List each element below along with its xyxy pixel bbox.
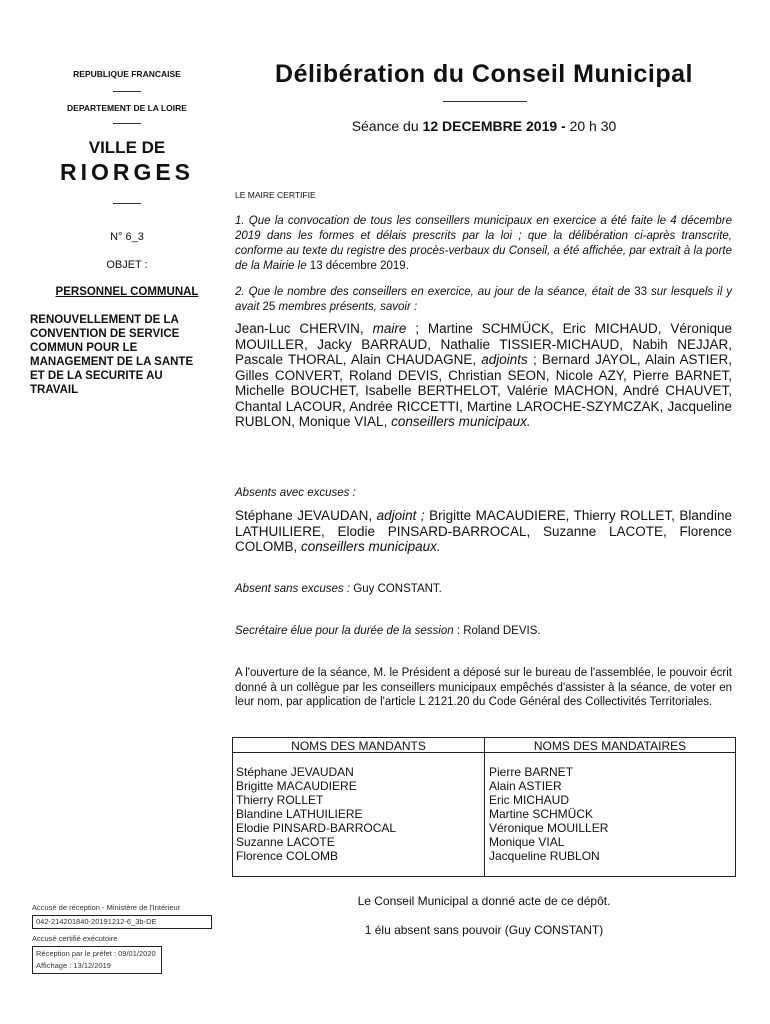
mandataire-name: Monique VIAL — [489, 835, 565, 849]
divider — [113, 203, 141, 204]
subject-line: MANAGEMENT DE LA SANTE — [30, 356, 194, 368]
page-title: Délibération du Conseil Municipal — [275, 60, 693, 88]
absent-role: conseillers municipaux. — [301, 539, 441, 554]
absent-names: Stéphane JEVAUDAN, — [235, 508, 373, 523]
maire-certifie: LE MAIRE CERTIFIE — [235, 190, 316, 200]
title-rule — [443, 101, 527, 102]
mandataire-name: Pierre BARNET — [489, 765, 574, 779]
objet-label: OBJET : — [106, 259, 148, 271]
subject-line: TRAVAIL — [30, 384, 79, 396]
divider — [113, 91, 141, 92]
presents-count: 25 — [262, 301, 276, 313]
conseillers-count: 33 — [634, 286, 648, 298]
absent-role: adjoint ; — [376, 508, 425, 523]
absent-sans-name: Guy CONSTANT. — [353, 583, 442, 595]
seance-date: 12 DECEMBRE 2019 - — [422, 118, 566, 134]
mandant-name: Brigitte MACAUDIERE — [236, 779, 357, 793]
department-label: DEPARTEMENT DE LA LOIRE — [67, 103, 187, 113]
mandats-table — [232, 737, 736, 877]
deliberation-number: N° 6_3 — [110, 231, 144, 243]
commune-name: RIORGES — [59, 159, 195, 185]
stamp-affichage: Affichage : 13/12/2019 — [36, 961, 111, 970]
seance-line — [234, 118, 734, 134]
republic-label: REPUBLIQUE FRANCAISE — [73, 69, 181, 79]
quorum-text: membres présents, savoir : — [278, 301, 418, 313]
mandataire-name: Martine SCHMÜCK — [489, 807, 594, 821]
convocation-text: 1. Que la convocation de tous les conseillers municipaux en exercice a été faite le 4 décembre 2019 dans les formes et délais prescrits par la loi ; que la délibération ci-après transcrite, conforme au texte du registre des procès-verbaux du Conseil, a été affichée, par extrait à la porte de la Mairie le — [235, 215, 732, 272]
mandant-name: Elodie PINSARD-BARROCAL — [236, 821, 397, 835]
seance-prefix: Séance du — [351, 118, 419, 134]
subject-line: CONVENTION DE SERVICE — [30, 328, 180, 340]
stamp-title: Accusé de réception - Ministère de l'Intérieur — [32, 903, 181, 912]
category-label: PERSONNEL COMMUNAL — [55, 286, 199, 298]
subject-line: RENOUVELLEMENT DE LA — [30, 314, 179, 326]
affichage-date: 13 décembre 2019. — [309, 260, 409, 272]
presents-names: ; Bernard JAYOL, Alain ASTIER, Gilles CONVERT, Roland DEVIS, Christian SEON, Nicole AZY, Pierre BARNET, Michelle BOUCHET, Isabelle BERTHELOT, Valérie MACHON, André CHAUVET, Chantal LACOUR, Andrée RICCETTI, Martine LAROCHE-SZYMCZAK, Jacqueline RUBLON, Monique VIAL, — [235, 352, 732, 429]
stamp-dates — [32, 946, 162, 974]
mandataire-name: Jacqueline RUBLON — [489, 849, 600, 863]
ouverture-paragraph: A l'ouverture de la séance, M. le Président a déposé sur le bureau de l'assemblée, le pouvoir écrit donné à un collègue par les conseillers municipaux empêchés d'assister à la séance, de voter en leur nom, par application de l'article L 2121.20 du Code Général des Collectivités Territoriales. — [235, 667, 732, 708]
secretaire-label: Secrétaire élue pour la durée de la session — [235, 625, 454, 637]
table-header-mandataires: NOMS DES MANDATAIRES — [533, 739, 687, 753]
seance-time: 20 h 30 — [569, 118, 617, 134]
mandants-column — [236, 765, 396, 863]
absents-excuses-label: Absents avec excuses : — [235, 487, 356, 499]
subject-title — [30, 313, 215, 397]
presents-list — [235, 321, 732, 430]
subject-line: COMMUN POUR LE — [30, 342, 138, 354]
stamp-id: 042-214201840-20191212-6_3b-DE — [32, 915, 212, 929]
divider — [113, 123, 141, 124]
mandant-name: Florence COLOMB — [236, 849, 339, 863]
absent-sans-label: Absent sans excuses : — [235, 583, 351, 595]
absent-sans-excuses — [235, 582, 732, 597]
absent-names: Brigitte MACAUDIERE, Thierry ROLLET, Blandine LATHUILIERE, Elodie PINSARD-BARROCAL, Suzanne LACOTE, Florence COLOMB, — [235, 508, 732, 554]
mandant-name: Blandine LATHUILIERE — [236, 807, 363, 821]
absent-note: 1 élu absent sans pouvoir (Guy CONSTANT) — [364, 923, 604, 937]
mandant-name: Thierry ROLLET — [236, 793, 324, 807]
mandataire-name: Alain ASTIER — [489, 779, 562, 793]
presents-names: ; Martine SCHMÜCK, Eric MICHAUD, Véronique MOUILLER, Jacky BARRAUD, Nathalie TISSIER-MICHAUD, Nabih NEJJAR, Pascale THORAL, Alain CHAUDAGNE, — [235, 321, 732, 367]
quorum-text: sur lesquels il y avait — [235, 286, 732, 313]
absents-excuses-list — [235, 508, 732, 555]
subject-line: ET DE LA SECURITE AU — [30, 370, 163, 382]
secretaire-line — [235, 624, 732, 639]
quorum-text: 2. Que le nombre des conseillers en exercice, au jour de la séance, était de — [235, 286, 631, 298]
mandataire-name: Eric MICHAUD — [489, 793, 569, 807]
table-header-mandants: NOMS DES MANDANTS — [291, 739, 426, 753]
table-divider — [484, 738, 485, 876]
ville-label: VILLE DE — [88, 138, 166, 157]
acte-note: Le Conseil Municipal a donné acte de ce dépôt. — [357, 894, 611, 908]
paragraph-convocation — [235, 214, 732, 274]
mandataire-name: Véronique MOUILLER — [489, 821, 609, 835]
mandant-name: Suzanne LACOTE — [236, 835, 335, 849]
mandataires-column — [489, 765, 608, 863]
presents-role: maire — [372, 321, 407, 336]
paragraph-quorum — [235, 285, 732, 315]
presents-role: adjoints — [481, 352, 528, 367]
mandant-name: Stéphane JEVAUDAN — [236, 765, 354, 779]
stamp-reception: Réception par le préfet : 09/01/2020 — [36, 949, 156, 958]
presents-names: Jean-Luc CHERVIN, — [235, 321, 364, 336]
stamp-executoire: Accusé certifié exécutoire — [32, 934, 118, 943]
secretaire-name: : Roland DEVIS. — [456, 625, 541, 637]
presents-role: conseillers municipaux. — [391, 414, 531, 429]
